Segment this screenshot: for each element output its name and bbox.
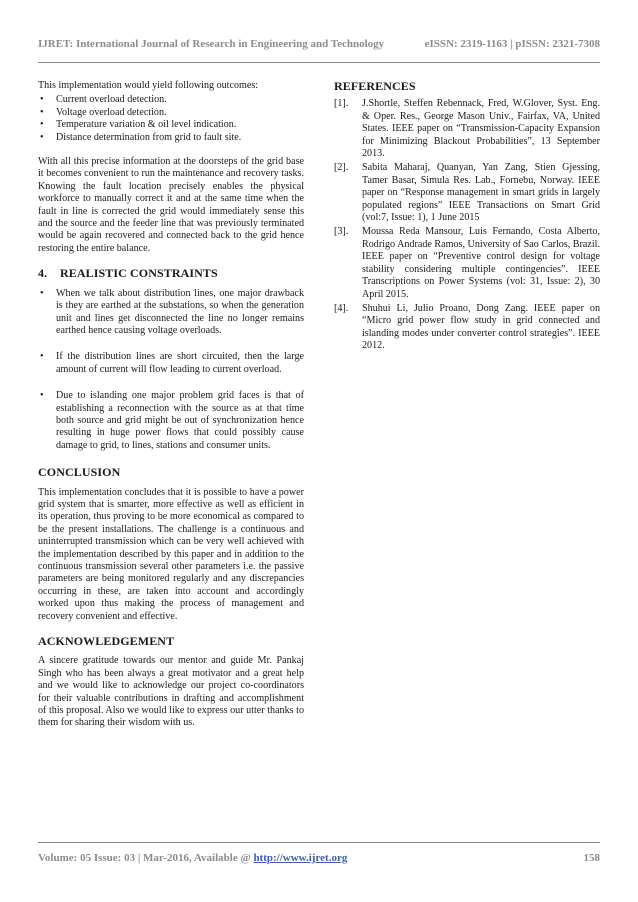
list-item: • If the distribution lines are short circuited, then the large amount of current will flow leading to current overload. bbox=[38, 351, 304, 376]
page-header bbox=[38, 38, 600, 50]
reference-item bbox=[334, 98, 600, 160]
list-item: • Temperature variation & oil level indication. bbox=[38, 119, 304, 131]
left-column bbox=[38, 80, 304, 730]
reference-text: Shuhui Li, Julio Proano, Dong Zang. IEEE paper on “Micro grid power flow study in grid connected and islanding modes under converter control strategies”. IEEE 2012. bbox=[362, 302, 600, 352]
list-item: • Distance determination from grid to fault site. bbox=[38, 132, 304, 144]
outcomes-list bbox=[38, 94, 304, 144]
outcomes-intro: This implementation would yield following outcomes: bbox=[38, 80, 259, 91]
reference-text: Moussa Reda Mansour, Luis Fernando, Costa Alberto, Rodrigo Andrade Ramos, University of Sao Carlos, Brazil. IEEE paper on “Preventive control design for voltage stability considering multiple contingencies”. IEEE Transcriptions on Power Systems (vol: 31, Issue: 2), 30 April 2015. bbox=[362, 226, 600, 300]
reference-text: J.Shortle, Steffen Rebennack, Fred, W.Glover, Syst. Eng. & Oper. Res., George Mason Univ., Fairfax, VA, United States. IEEE paper on “Transmission-Capacity Expansion for Minimizing Blackout Probabilities”, 13 September 2013. bbox=[362, 98, 600, 160]
list-item: • Due to islanding one major problem grid faces is that of establishing a reconnection with the source as at that time both source and grid might be out of synchronization hence resulting in huge power flows that could possibly cause damage to grid, to lines, stations and consumer units. bbox=[38, 390, 304, 452]
list-item: • Current overload detection. bbox=[38, 94, 304, 106]
page-number: 158 bbox=[583, 852, 600, 864]
journal-link[interactable]: http://www.ijret.org bbox=[253, 852, 348, 864]
volume-text: Volume: 05 Issue: 03 | Mar-2016, Available @ bbox=[38, 852, 254, 864]
page-footer bbox=[38, 852, 600, 864]
right-column bbox=[334, 80, 600, 355]
list-item: • Voltage overload detection. bbox=[38, 107, 304, 119]
section-number: 4. bbox=[38, 266, 48, 281]
reference-number: [4]. bbox=[334, 302, 349, 314]
list-item: • When we talk about distribution lines, one major drawback is they are earthed at the substations, so when the generation unit and lines get disconnected the line no longer remains earthed hence causing voltage overloads. bbox=[38, 288, 304, 338]
volume-info bbox=[38, 852, 347, 864]
conclusion-paragraph: This implementation concludes that it is possible to have a power grid system that is smarter, more effective as well as efficient in its operation, thus proving to be more economical as compared to be the present installations. The challenge is a continuous and uninterrupted transmission which can be very well achieved with the implementation described by this paper and in addition to the continuous transmission several other parameters i.e. the passive parameters are being monitored regularly and any discrepancies occurring in these, are taken into account and accordingly worked upon thus making the process of management and recovery convenient and effective. bbox=[38, 486, 304, 622]
constraints-list bbox=[38, 288, 304, 452]
body-paragraph: With all this precise information at the doorsteps of the grid base it becomes convenient to run the maintenance and recovery tasks. Knowing the fault location precisely enables the physical workforce to manually correct it and at the same time when the fault in line is corrected the grid would immediately sense this and the source and the feeder line that was previously terminated would be again recovered and connected back to the grid hence restoring the entire balance. bbox=[38, 156, 304, 254]
reference-item bbox=[334, 226, 600, 300]
header-rule bbox=[38, 62, 600, 63]
reference-number: [1]. bbox=[334, 98, 349, 110]
reference-item bbox=[334, 162, 600, 224]
reference-number: [2]. bbox=[334, 162, 349, 174]
section-title: REALISTIC CONSTRAINTS bbox=[60, 266, 218, 281]
journal-title: IJRET: International Journal of Research in Engineering and Technology bbox=[38, 38, 385, 50]
reference-number: [3]. bbox=[334, 226, 349, 238]
reference-text: Sabita Maharaj, Quanyan, Yan Zang, Stien Gjessing, Tamer Basar, Simula Res. Lab., Fornebu, Norway. IEEE paper on “Response management in smart grids in largely populated regions” IEEE Transactions on Smart Grid (vol:7, Issue: 1), 1 June 2015 bbox=[362, 162, 600, 224]
references-list bbox=[334, 98, 600, 352]
section-heading bbox=[38, 267, 304, 279]
acknowledgement-heading: ACKNOWLEDGEMENT bbox=[38, 634, 175, 649]
conclusion-heading: CONCLUSION bbox=[38, 465, 121, 480]
footer-rule bbox=[38, 842, 600, 843]
reference-item bbox=[334, 303, 600, 353]
acknowledgement-paragraph: A sincere gratitude towards our mentor and guide Mr. Pankaj Singh who has been always a great motivator and a great help and we would like to acknowledge our project co-coordinators for their valuable contributions in drafting and accomplishment of this proposal. Also we would like to express our utter thanks to them for sharing their wisdom with us. bbox=[38, 655, 304, 729]
references-heading: REFERENCES bbox=[334, 79, 416, 93]
issn-text: eISSN: 2319-1163 | pISSN: 2321-7308 bbox=[424, 38, 600, 50]
